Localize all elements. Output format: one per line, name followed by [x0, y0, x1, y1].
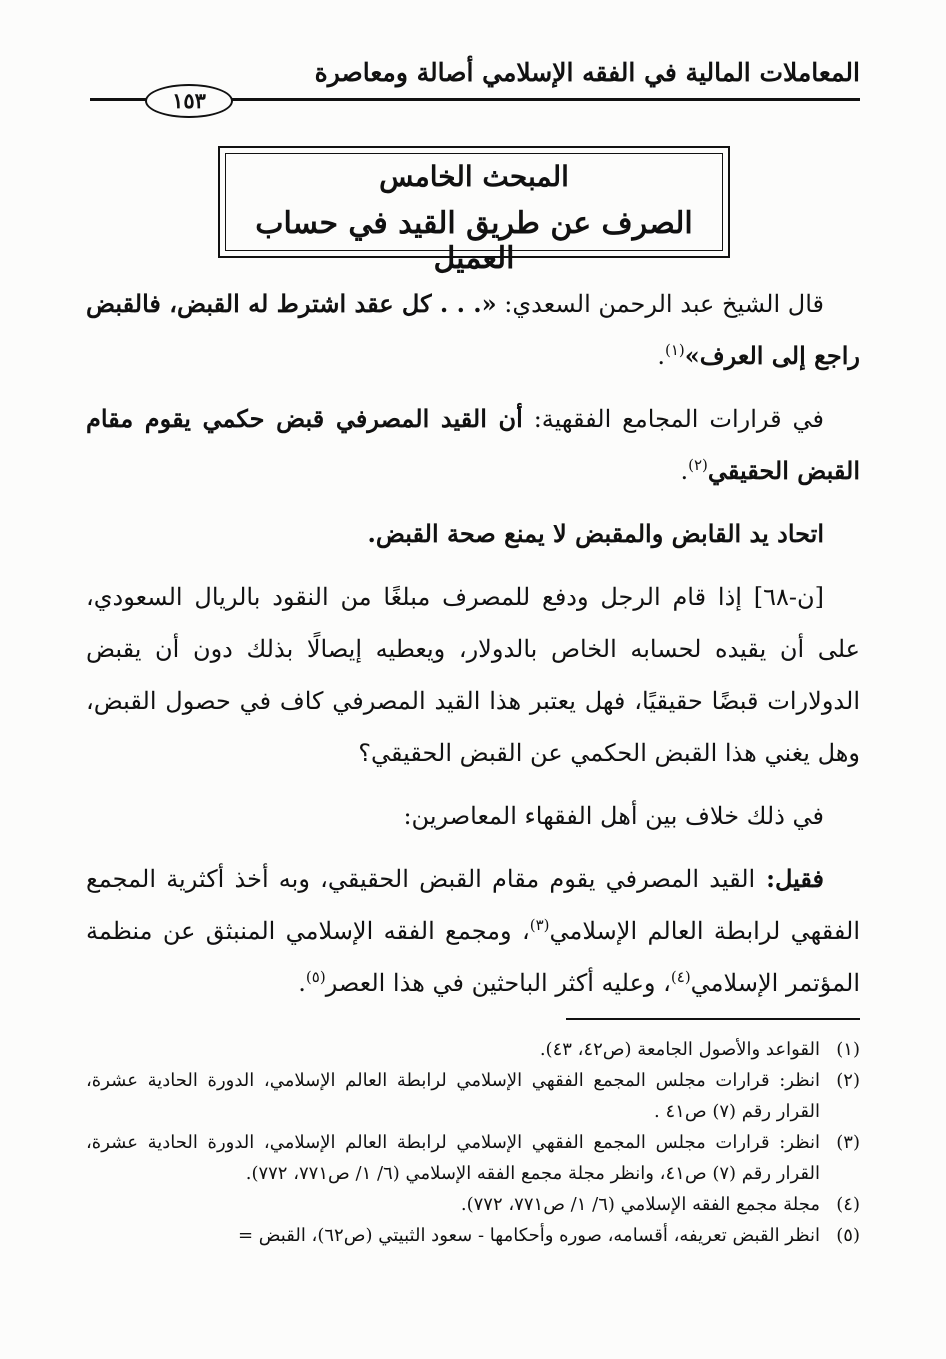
footnote-text: انظر: قرارات مجلس المجمع الفقهي الإسلامي لرابطة العالم الإسلامي، الدورة الحادية عشرة، القرار رقم (٧) ص٤١ .: [86, 1070, 820, 1122]
footnote-item: [86, 1220, 860, 1251]
paragraph-3-rule: اتحاد يد القابض والمقبض لا يمنع صحة القبض.: [367, 519, 824, 548]
paragraph-1: [86, 278, 860, 382]
footnotes: [86, 1034, 860, 1251]
footnote-item: [86, 1065, 860, 1127]
p1-end: .: [657, 342, 665, 370]
footnote-separator: [566, 1018, 860, 1020]
p6-end: .: [298, 969, 306, 997]
footnote-ref-3[interactable]: (٣): [529, 916, 550, 934]
footnote-item: [86, 1034, 860, 1065]
p1-intro: قال الشيخ عبد الرحمن السعدي:: [496, 290, 825, 318]
p6-b: ، ومجمع الفقه الإسلامي المنبثق عن منظمة المؤتمر الإسلامي: [86, 917, 860, 997]
footnote-number: (٤): [836, 1194, 860, 1215]
section-title-frame: [218, 146, 730, 276]
p2-bold: أن القيد المصرفي قبض حكمي يقوم مقام القبض الحقيقي: [86, 404, 860, 485]
footnote-number: (٥): [836, 1225, 860, 1246]
footnote-text: انظر القبض تعريفه، أقسامه، صوره وأحكامها - سعود الثبيتي (ص٦٢)، القبض =: [237, 1225, 820, 1246]
p6-a: القيد المصرفي يقوم مقام القبض الحقيقي، وبه أخذ أكثرية المجمع الفقهي لرابطة العالم الإسلامي: [86, 865, 861, 945]
p1-quote: «. . . كل عقد اشترط له القبض، فالقبض راجع إلى العرف»: [86, 289, 860, 370]
footnote-text: القواعد والأصول الجامعة (ص٤٢، ٤٣).: [539, 1039, 820, 1060]
paragraph-2: [86, 393, 860, 497]
section-heading: المبحث الخامس: [379, 160, 569, 193]
footnote-ref-4[interactable]: (٤): [670, 968, 691, 986]
section-subheading: الصرف عن طريق القيد في حساب العميل: [255, 206, 693, 276]
footnote-ref-2[interactable]: (٢): [688, 456, 708, 474]
p6-c: ، وعليه أكثر الباحثين في هذا العصر: [325, 969, 671, 997]
footnote-item: [86, 1127, 860, 1189]
p6-lead: فقيل:: [755, 864, 824, 893]
footnote-text: مجلة مجمع الفقه الإسلامي (٦/ ١/ ص٧٧١، ٧٧٢).: [460, 1194, 820, 1215]
footnote-text: انظر: قرارات مجلس المجمع الفقهي الإسلامي لرابطة العالم الإسلامي، الدورة الحادية عشرة، القرار رقم (٧) ص٤١، وانظر مجلة مجمع الفقه الإسلامي (٦/ ١/ ص٧٧١، ٧٧٢).: [86, 1132, 820, 1184]
footnote-ref-5[interactable]: (٥): [305, 968, 326, 986]
footnote-number: (٣): [836, 1132, 860, 1153]
running-header-title: المعاملات المالية في الفقه الإسلامي أصالة ومعاصرة: [314, 58, 860, 87]
footnote-number: (١): [836, 1039, 860, 1060]
footnote-ref-1[interactable]: (١): [664, 341, 685, 359]
paragraph-4-question: [ن-٦٨] إذا قام الرجل ودفع للمصرف مبلغًا من النقود بالريال السعودي، على أن يقيده لحسابه الخاص بالدولار، ويعطيه إيصالًا بذلك دون أن يقبض الدولارات قبضًا حقيقيًا، فهل يعتبر هذا القيد المصرفي كاف في حصول القبض، وهل يغني هذا القبض الحكمي عن القبض الحقيقي؟: [86, 583, 860, 767]
page-number-badge: ١٥٣: [145, 84, 233, 118]
footnote-item: [86, 1189, 860, 1220]
main-text: [86, 278, 860, 1020]
p2-intro: في قرارات المجامع الفقهية:: [522, 405, 824, 433]
paragraph-5: في ذلك خلاف بين أهل الفقهاء المعاصرين:: [403, 802, 824, 830]
paragraph-6: [86, 853, 860, 1009]
footnote-number: (٢): [836, 1070, 860, 1091]
p2-end: .: [680, 457, 689, 485]
